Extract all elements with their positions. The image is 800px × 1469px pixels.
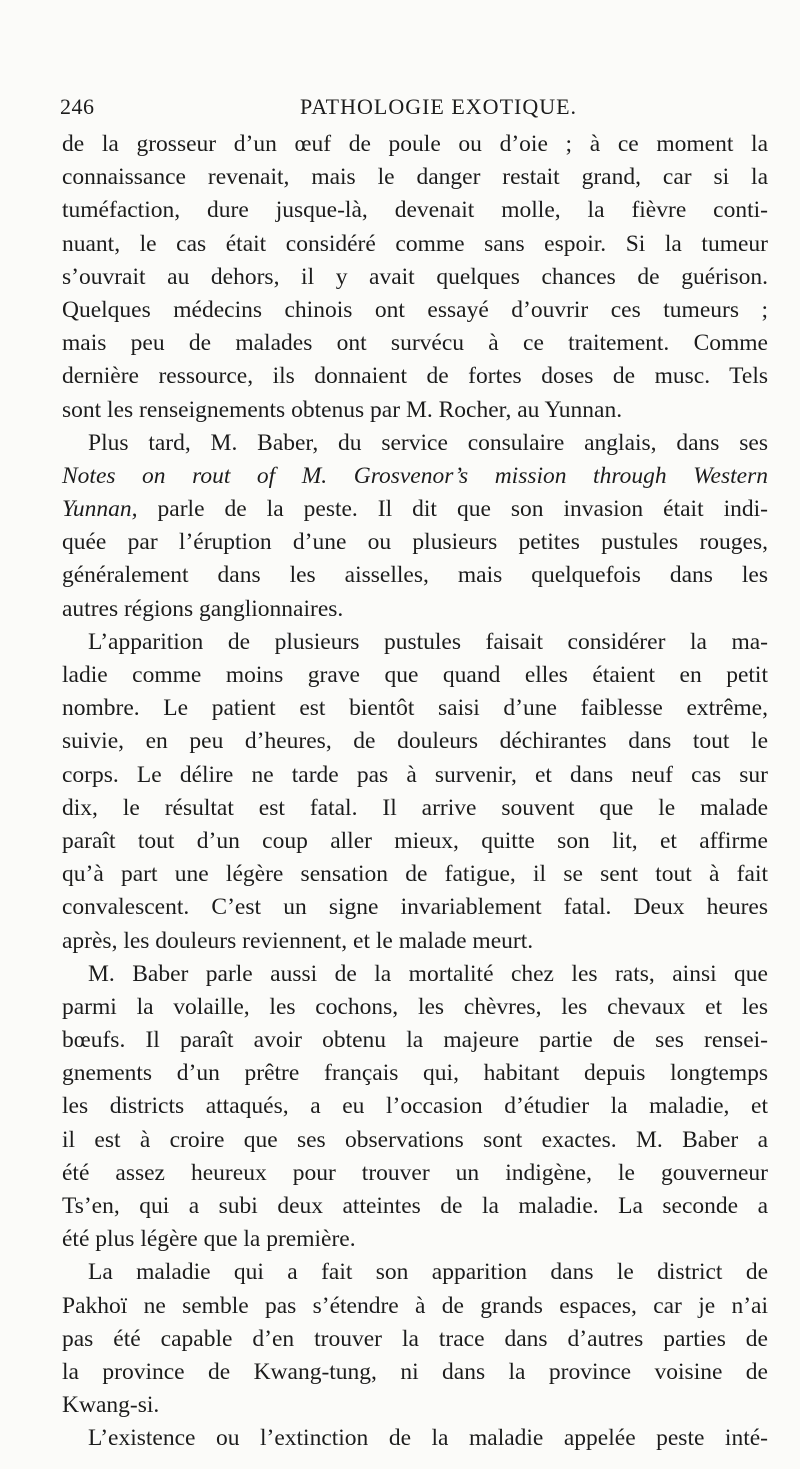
- text-line: généralement dans les aisselles, mais quelquefois dans les: [62, 562, 768, 589]
- text-line: L’apparition de plusieurs pustules faisait considérer la ma-: [88, 628, 768, 655]
- text-line: corps. Le délire ne tarde pas à survenir, et dans neuf cas sur: [62, 761, 768, 788]
- text-line: après, les douleurs reviennent, et le malade meurt.: [62, 927, 534, 954]
- text-line: ladie comme moins grave que quand elles étaient en petit: [62, 662, 768, 688]
- text-line: quée par l’éruption d’une ou plusieurs petites pustules rouges,: [62, 529, 768, 556]
- text-line: été plus légère que la première.: [62, 1226, 356, 1253]
- text-line: Kwang-si.: [62, 1392, 160, 1419]
- text-line: connaissance revenait, mais le danger restait grand, car si la: [62, 164, 768, 191]
- italic-title: Notes on rout of M. Grosvenor’s mission through Western: [62, 462, 768, 489]
- text-line: les districts attaqués, a eu l’occasion d’étudier la maladie, et: [62, 1093, 768, 1120]
- text-line: mais peu de malades ont survécu à ce traitement. Comme: [62, 330, 768, 357]
- text-line: dernière ressource, ils donnaient de fortes doses de musc. Tels: [62, 363, 768, 390]
- text-line: La maladie qui a fait son apparition dans le district de: [88, 1259, 768, 1286]
- text-line: de la grosseur d’un œuf de poule ou d’oie ; à ce moment la: [62, 131, 768, 157]
- text-line: la province de Kwang-tung, ni dans la province voisine de: [62, 1358, 768, 1385]
- text-line: qu’à part une légère sensation de fatigue, il se sent tout à fait: [62, 861, 768, 888]
- text-line: pas été capable d’en trouver la trace dans d’autres parties de: [62, 1325, 768, 1352]
- text-line: autres régions ganglionnaires.: [62, 595, 344, 622]
- text-line: bœufs. Il paraît avoir obtenu la majeure partie de ses rensei-: [62, 1027, 768, 1054]
- text-line: parmi la volaille, les cochons, les chèvres, les chevaux et les: [62, 993, 768, 1020]
- text-line: nuant, le cas était considéré comme sans espoir. Si la tumeur: [62, 230, 768, 257]
- text-line: sont les renseignements obtenus par M. Rocher, au Yunnan.: [62, 396, 623, 423]
- page-header: [60, 94, 760, 124]
- text-line-mixed: Yunnan, parle de la peste. Il dit que son invasion était indi-: [62, 496, 768, 523]
- text-line: gnements d’un prêtre français qui, habitant depuis longtemps: [62, 1060, 768, 1087]
- text-line: tuméfaction, dure jusque-là, devenait molle, la fièvre conti-: [62, 197, 768, 224]
- text-line: M. Baber parle aussi de la mortalité chez les rats, ainsi que: [88, 960, 768, 987]
- text-line: s’ouvrait au dehors, il y avait quelques chances de guérison.: [62, 263, 768, 290]
- italic-title-end: Yunnan,: [62, 496, 138, 523]
- text-line: Quelques médecins chinois ont essayé d’ouvrir ces tumeurs ;: [62, 296, 768, 323]
- text-line: paraît tout d’un coup aller mieux, quitte son lit, et affirme: [62, 827, 768, 854]
- text-line: nombre. Le patient est bientôt saisi d’une faiblesse extrême,: [62, 695, 768, 722]
- running-title: PATHOLOGIE EXOTIQUE.: [300, 94, 578, 119]
- text-line: dix, le résultat est fatal. Il arrive souvent que le malade: [62, 794, 768, 821]
- text-line: convalescent. C’est un signe invariablement fatal. Deux heures: [62, 894, 768, 921]
- text-line: Plus tard, M. Baber, du service consulaire anglais, dans ses: [88, 429, 768, 456]
- text-line: L’existence ou l’extinction de la maladie appelée peste inté-: [88, 1425, 768, 1452]
- body-text: [62, 128, 768, 1456]
- text-line: suivie, en peu d’heures, de douleurs déchirantes dans tout le: [62, 728, 768, 755]
- text-line: Pakhoï ne semble pas s’étendre à de grands espaces, car je n’ai: [62, 1292, 768, 1319]
- text-line: Ts’en, qui a subi deux atteintes de la maladie. La seconde a: [62, 1193, 768, 1219]
- text-line-italic: [62, 460, 768, 493]
- text-line: été assez heureux pour trouver un indigène, le gouverneur: [62, 1159, 768, 1186]
- page-number: 246: [60, 94, 95, 119]
- text-line: il est à croire que ses observations sont exactes. M. Baber a: [62, 1126, 768, 1153]
